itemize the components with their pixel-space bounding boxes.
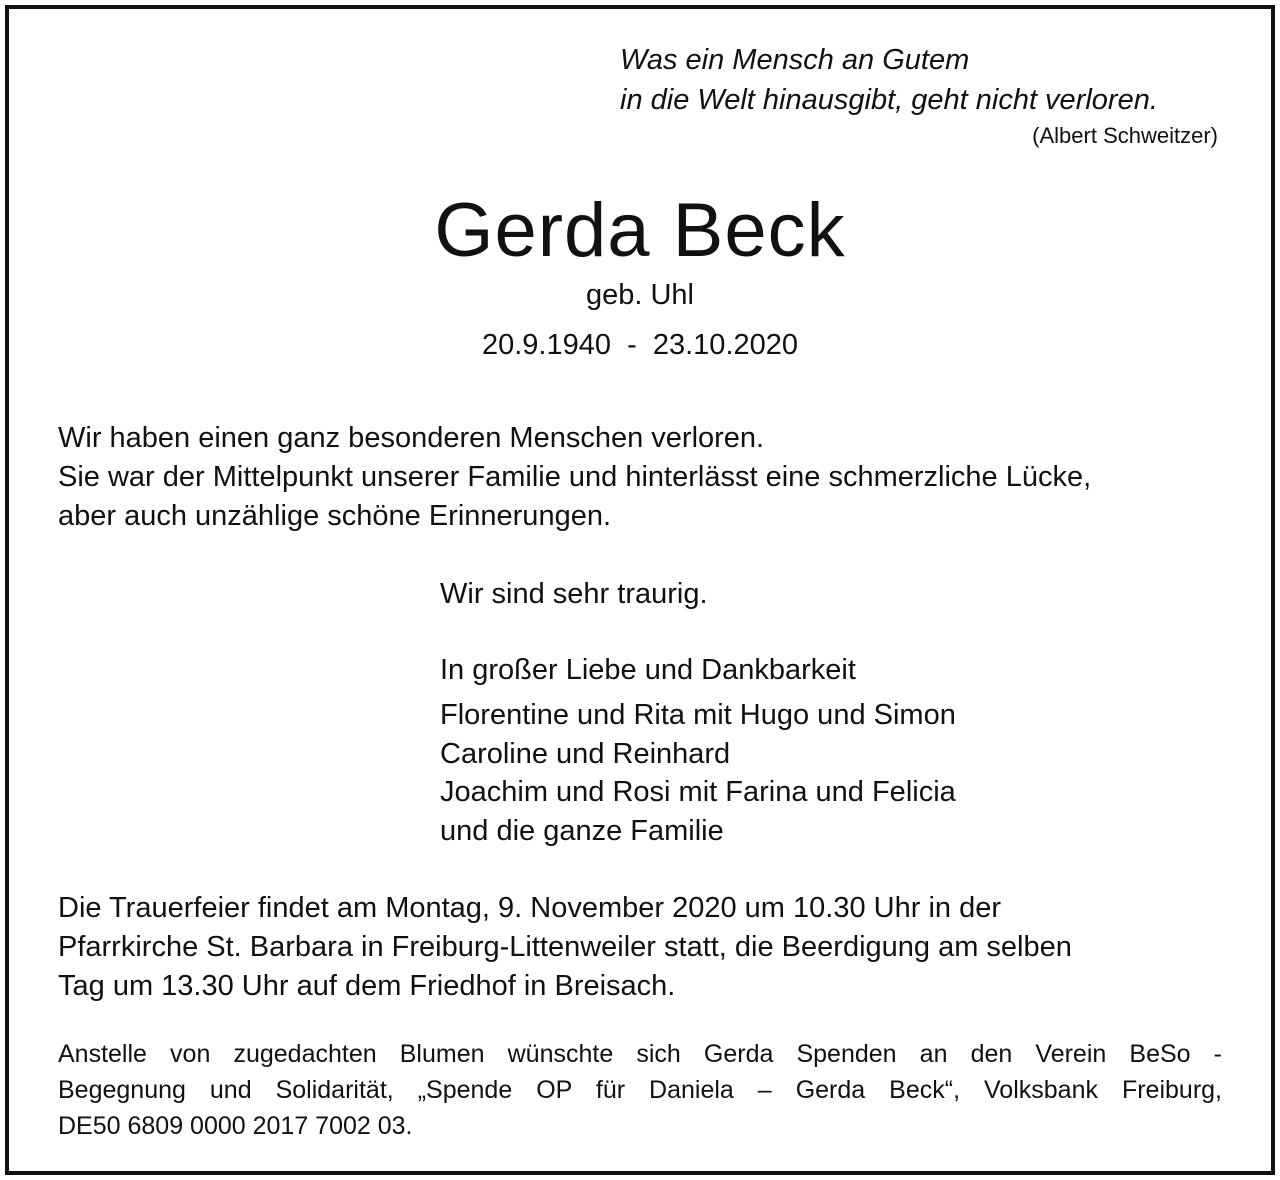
family-member-line: und die ganze Familie bbox=[440, 814, 724, 847]
tribute-message bbox=[58, 419, 1091, 536]
donation-line: DE50 6809 0000 2017 7002 03. bbox=[58, 1112, 413, 1140]
funeral-information bbox=[58, 889, 1072, 1006]
message-line: Sie war der Mittelpunkt unserer Familie und hinterlässt eine schmerzliche Lücke, bbox=[58, 461, 1092, 493]
family-member-line: Caroline und Reinhard bbox=[440, 737, 731, 770]
family-signatures bbox=[440, 696, 956, 850]
closing-line: In großer Liebe und Dankbarkeit bbox=[440, 654, 856, 686]
funeral-line: Die Trauerfeier findet am Montag, 9. November 2020 um 10.30 Uhr in der bbox=[58, 892, 1001, 924]
funeral-line: Pfarrkirche St. Barbara in Freiburg-Littenweiler statt, die Beerdigung am selben bbox=[58, 931, 1072, 963]
sadness-line: Wir sind sehr traurig. bbox=[440, 578, 708, 610]
message-line: Wir haben einen ganz besonderen Menschen verloren. bbox=[58, 422, 765, 454]
donation-line: Anstelle von zugedachten Blumen wünschte sich Gerda Spenden an den Verein BeSo - bbox=[58, 1040, 1222, 1068]
life-dates: 20.9.1940 - 23.10.2020 bbox=[481, 329, 799, 361]
quote-line: Was ein Mensch an Gutem bbox=[620, 44, 970, 76]
quote-line: in die Welt hinausgibt, geht nicht verloren. bbox=[620, 84, 1158, 116]
epigraph-quote bbox=[620, 40, 1240, 120]
deceased-name: Gerda Beck bbox=[434, 188, 846, 273]
family-member-line: Florentine und Rita mit Hugo und Simon bbox=[440, 699, 956, 731]
quote-author: (Albert Schweitzer) bbox=[1032, 123, 1218, 148]
donation-request bbox=[58, 1036, 1222, 1144]
message-line: aber auch unzählige schöne Erinnerungen. bbox=[58, 500, 612, 532]
maiden-name: geb. Uhl bbox=[585, 279, 694, 311]
family-member-line: Joachim und Rosi mit Farina und Felicia bbox=[440, 776, 956, 808]
funeral-line: Tag um 13.30 Uhr auf dem Friedhof in Breisach. bbox=[58, 970, 676, 1002]
donation-line: Begegnung und Solidarität, „Spende OP für Daniela – Gerda Beck“, Volksbank Freiburg, bbox=[58, 1076, 1222, 1104]
